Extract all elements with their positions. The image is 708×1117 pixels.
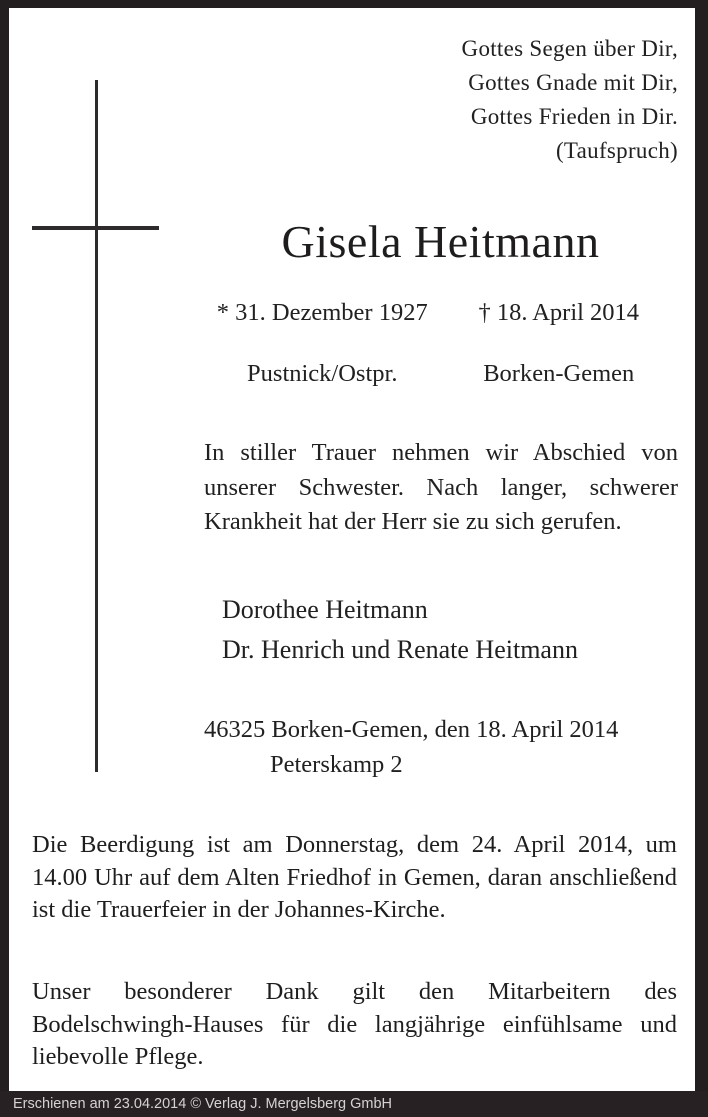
cross-vertical-stroke [95,80,98,772]
obituary-text: In stiller Trauer nehmen wir Abschied von unserer Schwester. Nach langer, schwerer Krankheit hat der Herr sie zu sich gerufen. [204,439,678,535]
birth-place: Pustnick/Ostpr. [247,360,398,387]
death-date: † 18. April 2014 [478,299,640,326]
mourner-name: Dorothee Heitmann [222,595,428,624]
funeral-info-text: Die Beerdigung ist am Donnerstag, dem 24. April 2014, um 14.00 Uhr auf dem Alten Friedhof in Gemen, daran anschließend ist die Trauerfeier in der Johannes-Kirche. [32,831,677,923]
publisher-line: Erschienen am 23.04.2014 © Verlag J. Mergelsberg GmbH [13,1096,393,1112]
mourners-list [222,590,578,670]
verse-line: Gottes Frieden in Dir. [470,104,678,129]
birth-date: * 31. Dezember 1927 [216,299,428,326]
places-row [204,360,677,388]
deceased-name: Gisela Heitmann [281,216,600,267]
death-place: Borken-Gemen [483,360,635,387]
notice-paper [9,8,695,1091]
address-line: 46325 Borken-Gemen, den 18. April 2014 [204,716,619,743]
verse-line: (Taufspruch) [555,138,678,163]
cross-horizontal-stroke [32,226,159,230]
verse-line: Gottes Segen über Dir, [461,36,678,61]
dates-row [204,299,677,327]
publisher-footer-bar [0,1091,708,1117]
thanks-text: Unser besonderer Dank gilt den Mitarbeitern des Bodelschwingh-Hauses für die langjährige einfühlsame und liebevolle Pflege. [32,978,677,1070]
address-line [204,747,618,782]
street-address: Peterskamp 2 [270,751,403,778]
address-block [204,712,618,782]
mourner-name: Dr. Henrich und Renate Heitmann [222,635,578,664]
baptism-verse [462,32,678,168]
verse-line: Gottes Gnade mit Dir, [468,70,678,95]
